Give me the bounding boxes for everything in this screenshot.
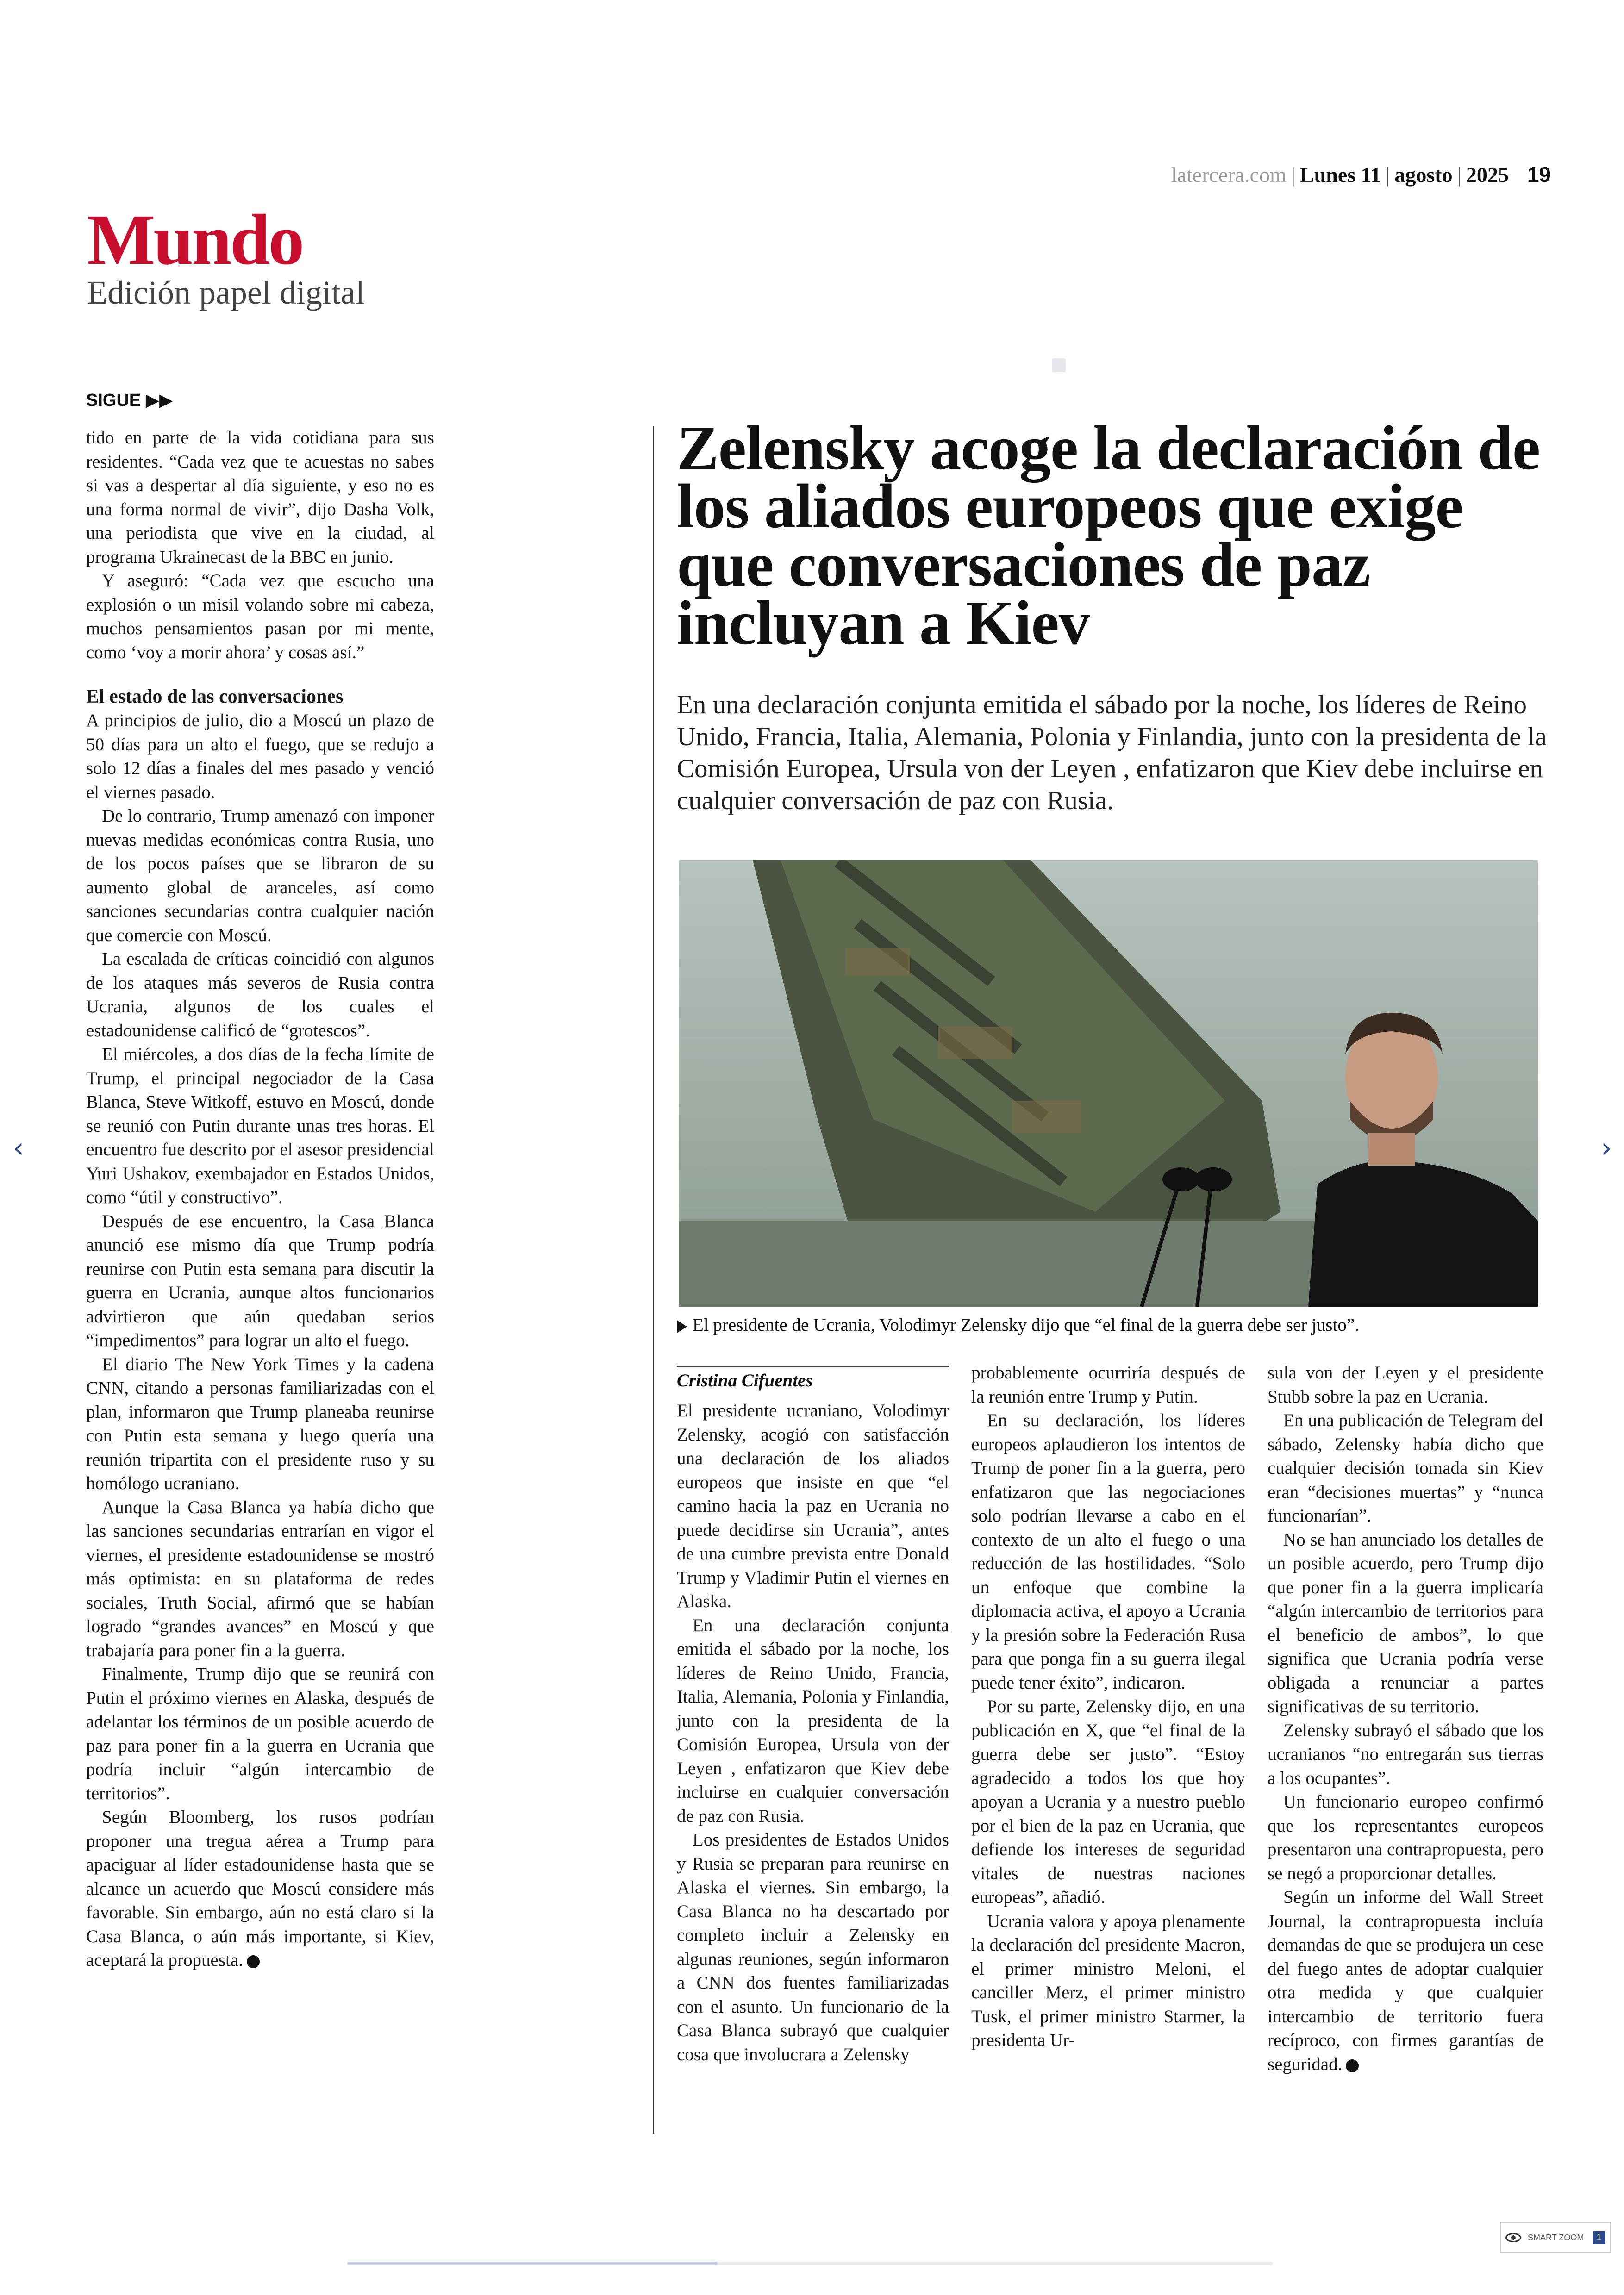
byline-rule [677, 1366, 949, 1367]
paragraph: tido en parte de la vida cotidiana para sus residentes. “Cada vez que te acuestas no sabes si vas a despertar al día siguiente, y eso no es una forma normal de vivir”, dijo Dasha Volk, una periodista que vive en la ciudad, al programa Ukrainecast de la BBC en junio. [86, 428, 434, 567]
date-month: agosto [1394, 163, 1453, 187]
end-of-article-mark [247, 1955, 260, 1968]
continued-label: SIGUE ▶▶ [86, 391, 173, 410]
continuation-column [86, 426, 434, 1972]
site-name[interactable]: latercera.com [1171, 163, 1287, 187]
subheading: El estado de las conversaciones [86, 686, 344, 707]
photo-illustration [679, 860, 1538, 1307]
page-indicator-badge: 1 [1593, 2231, 1605, 2244]
edition-label: Edición papel digital [87, 274, 365, 311]
paragraph: De lo contrario, Trump amenazó con imponer nuevas medidas económicas contra Rusia, uno de los pocos países que se libraron de su aumento global de aranceles, así como sanciones secundarias contra cualquier nación que comercie con Moscú. [86, 806, 434, 945]
paragraph-text: Según Bloomberg, los rusos podrían proponer una tregua aérea a Trump para apaciguar al líder estadounidense hasta que se alcance un acuerdo que Moscú considere más favorable. Sin embargo, aún no está claro si la Casa Blanca, o aún más importante, si Kiev, aceptará la propuesta. [86, 1807, 434, 1970]
paragraph: Finalmente, Trump dijo que se reunirá con Putin el próximo viernes en Alaska, después de adelantar los términos de un posible acuerdo de paz para poner fin a la guerra en Ucrania que podría incluir “algún intercambio de territorios”. [86, 1664, 434, 1803]
paragraph: No se han anunciado los detalles de un posible acuerdo, pero Trump dijo que poner fin a la guerra implicaría “algún intercambio de territorios para el beneficio de ambos”, lo que significa que Ucrania podría verse obligada a renunciar a partes significativas de su territorio. [1268, 1529, 1543, 1716]
next-page-chevron-icon[interactable]: › [1601, 1132, 1612, 1164]
date-year: 2025 [1466, 163, 1509, 187]
article-column-2 [971, 1361, 1245, 2052]
article-headline: Zelensky acoge la declaración de los aliados europeos que exige que conversaciones de paz incluyan a Kiev [677, 413, 1540, 658]
paragraph-last [86, 1805, 434, 1972]
paragraph: Un funcionario europeo confirmó que los representantes europeos presentaron una contrapropuesta, pero se negó a proporcionar detalles. [1268, 1792, 1543, 1883]
paragraph: Después de ese encuentro, la Casa Blanca anunció ese mismo día que Trump podría reunirse con Putin esta semana para discutir la guerra en Ucrania, aunque altos funcionarios advirtieron que aún quedaban serios “impedimentos” para lograr un alto el fuego. [86, 1211, 434, 1350]
previous-page-chevron-icon[interactable]: ‹ [13, 1132, 24, 1164]
page-number: 19 [1527, 162, 1551, 187]
paragraph: Ucrania valora y apoya plenamente la declaración del presidente Macron, el primer ministro Meloni, el canciller Merz, el primer ministro Tusk, el primer ministro Starmer, la presidenta Ur- [971, 1911, 1245, 2050]
article-column-1 [677, 1399, 949, 2066]
page-header-line: latercera.com | Lunes 11 | agosto | 2025 19 [1171, 162, 1551, 187]
caption-text: El presidente de Ucrania, Volodimyr Zelensky dijo que “el final de la guerra debe ser justo”. [693, 1315, 1359, 1335]
paragraph: A principios de julio, dio a Moscú un plazo de 50 días para un alto el fuego, que se redujo a solo 12 días a finales del mes pasado y venció el viernes pasado. [86, 711, 434, 802]
article-column-3 [1268, 1361, 1543, 2076]
paragraph: La escalada de críticas coincidió con algunos de los ataques más severos de Rusia contra Ucrania, algunos de los cuales el estadounidense calificó de “grotescos”. [86, 949, 434, 1041]
column-divider [653, 426, 654, 2134]
paragraph: Aunque la Casa Blanca ya había dicho que las sanciones secundarias entrarían en vigor el viernes, el presidente estadounidense se mostró más optimista: en su plataforma de redes sociales, Truth Social, afirmó que se habían logrado “grandes avances” en Moscú y que trabajaría para poner fin a la guerra. [86, 1497, 434, 1660]
caption-arrow-icon [677, 1320, 687, 1333]
paragraph: El diario The New York Times y la cadena CNN, citando a personas familiarizadas con el plan, informaron que Trump planeaba reunirse con Putin esta semana y luego quería una reunión tripartita con el presidente ruso y su homólogo ucraniano. [86, 1354, 434, 1493]
section-title: Mundo [87, 200, 303, 280]
paragraph: El presidente ucraniano, Volodimyr Zelensky, acogió con satisfacción una declaración de los aliados europeos que insiste en que “el camino hacia la paz en Ucrania no puede decidirse sin Ucrania”, antes de una cumbre prevista entre Donald Trump y Vladimir Putin el viernes en Alaska. [677, 1401, 949, 1611]
paragraph: Los presidentes de Estados Unidos y Rusia se preparan para reunirse en Alaska el viernes. Sin embargo, la Casa Blanca no ha descartado por completo incluir a Zelensky en algunas reuniones, según informaron a CNN dos fuentes familiarizadas con el asunto. Un funcionario de la Casa Blanca subrayó que cualquier cosa que involucrara a Zelensky [677, 1830, 949, 2064]
paragraph-text: Según un informe del Wall Street Journal, la contrapropuesta incluía demandas de que se produjera un cese del fuego antes de adoptar cualquier otra medida y que cualquier intercambio de territorio fuera recíproco, con firmes garantías de seguridad. [1268, 1887, 1543, 2074]
end-of-article-mark [1346, 2059, 1359, 2072]
article-photo [679, 860, 1538, 1307]
photo-caption [677, 1315, 1547, 1335]
paragraph: Por su parte, Zelensky dijo, en una publicación en X, que “el final de la guerra debe ser justo”. “Estoy agradecido a todos los que hoy apoyan a Ucrania y a nuestro pueblo por el bien de la paz en Ucrania, que defiende los intereses de seguridad vitales de nuestras naciones europeas”, añadió. [971, 1696, 1245, 1907]
eye-icon [1505, 2233, 1521, 2242]
page-progress-fill [347, 2262, 718, 2265]
smart-zoom-label: SMART ZOOM [1528, 2233, 1584, 2242]
paragraph: probablemente ocurriría después de la reunión entre Trump y Putin. [971, 1363, 1245, 1407]
paragraph-last [1268, 1885, 1543, 2076]
author-byline: Cristina Cifuentes [677, 1371, 813, 1391]
date-weekday: Lunes 11 [1300, 163, 1381, 187]
image-placeholder-icon [1052, 358, 1066, 372]
paragraph: En una publicación de Telegram del sábado, Zelensky había dicho que cualquier decisión tomada sin Kiev eran “decisiones muertas” y “nunca funcionarían”. [1268, 1410, 1543, 1526]
paragraph: En su declaración, los líderes europeos aplaudieron los intentos de Trump de poner fin a la guerra, pero enfatizaron que las negociaciones solo podrían llevarse a cabo en el contexto de un alto el fuego o una reducción de las hostilidades. “Solo un enfoque que combine la diplomacia activa, el apoyo a Ucrania y la presión sobre la Federación Rusa para que ponga fin a su guerra ilegal puede tener éxito”, indicaron. [971, 1410, 1245, 1693]
paragraph: sula von der Leyen y el presidente Stubb sobre la paz en Ucrania. [1268, 1363, 1543, 1407]
paragraph: El miércoles, a dos días de la fecha límite de Trump, el principal negociador de la Casa Blanca, Steve Witkoff, estuvo en Moscú, donde se reunió con Putin durante unas tres horas. El encuentro fue descrito por el asesor presidencial Yuri Ushakov, exembajador en Estados Unidos, como “útil y constructivo”. [86, 1044, 434, 1207]
article-deck: En una declaración conjunta emitida el sábado por la noche, los líderes de Reino Unido, Francia, Italia, Alemania, Polonia y Finlandia, junto con la presidenta de la Comisión Europea, Ursula von der Leyen , enfatizaron que Kiev debe incluirse en cualquier conversación de paz con Rusia. [677, 690, 1547, 815]
paragraph: Y aseguró: “Cada vez que escucho una explosión o un misil volando sobre mi cabeza, muchos pensamientos pasan por mi mente, como ‘voy a morir ahora’ y cosas así.” [86, 571, 434, 662]
paragraph: Zelensky subrayó el sábado que los ucranianos “no entregarán sus tierras a los ocupantes”. [1268, 1720, 1543, 1788]
smart-zoom-button[interactable] [1500, 2222, 1611, 2253]
paragraph: En una declaración conjunta emitida el sábado por la noche, los líderes de Reino Unido, Francia, Italia, Alemania, Polonia y Finlandia, junto con la presidenta de la Comisión Europea, Ursula von der Leyen , enfatizaron que Kiev debe incluirse en cualquier conversación de paz con Rusia. [677, 1615, 949, 1826]
page-progress-bar[interactable] [347, 2262, 1273, 2265]
